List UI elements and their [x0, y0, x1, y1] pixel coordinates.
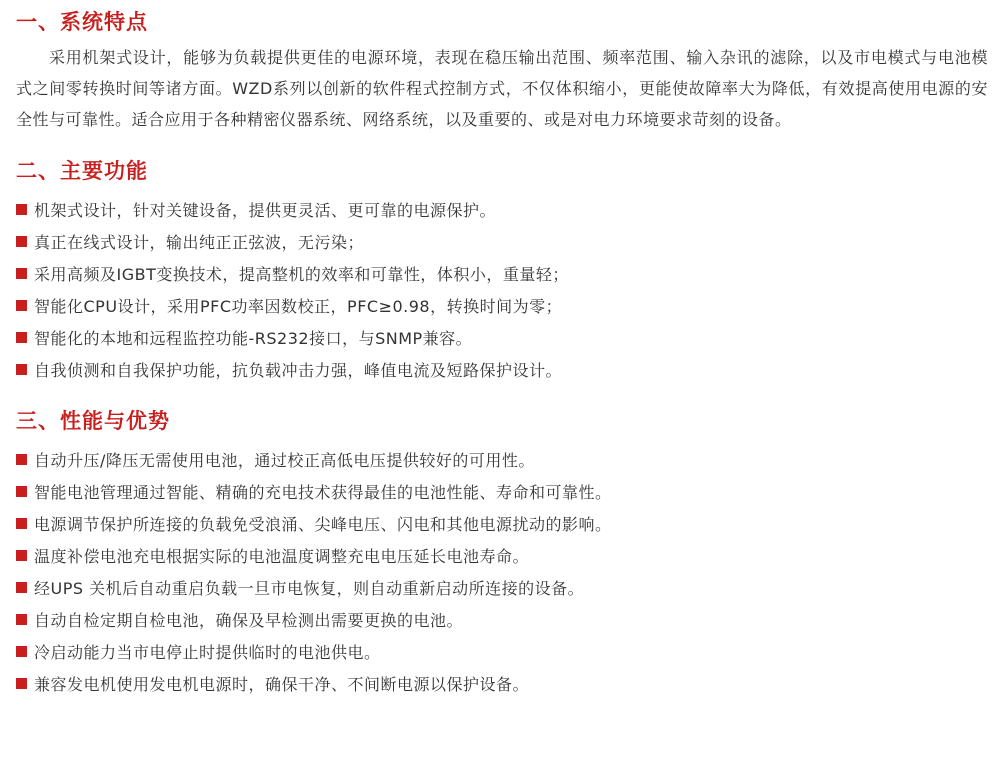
- list-item-text: 智能化的本地和远程监控功能-RS232接口，与SNMP兼容。: [34, 328, 473, 348]
- list-item-text: 电源调节保护所连接的负载免受浪涌、尖峰电压、闪电和其他电源扰动的影响。: [34, 514, 612, 534]
- red-square-bullet-icon: [16, 614, 27, 625]
- list-item-text: 兼容发电机使用发电机电源时，确保干净、不间断电源以保护设备。: [34, 674, 530, 694]
- section-title-system-features: 一、系统特点: [16, 10, 148, 34]
- list-item: [16, 571, 988, 603]
- section-title-performance-advantages: 三、性能与优势: [16, 409, 170, 433]
- list-item-text: 冷启动能力当市电停止时提供临时的电池供电。: [34, 642, 381, 662]
- list-item: [16, 193, 988, 225]
- system-features-paragraph: 采用机架式设计，能够为负载提供更佳的电源环境，表现在稳压输出范围、频率范围、输入杂讯的滤除，以及市电模式与电池模式之间零转换时间等诸方面。WZD系列以创新的软件程式控制方式，不仅体积缩小，更能使故障率大为降低，有效提高使用电源的安全性与可靠性。适合应用于各种精密仪器系统、网络系统，以及重要的、或是对电力环境要求苛刻的设备。: [16, 48, 988, 129]
- list-item-text: 智能化CPU设计，采用PFC功率因数校正，PFC≥0.98，转换时间为零；: [34, 296, 563, 316]
- performance-advantages-list: [16, 443, 988, 699]
- red-square-bullet-icon: [16, 518, 27, 529]
- red-square-bullet-icon: [16, 486, 27, 497]
- list-item-text: 自动自检定期自检电池，确保及早检测出需要更换的电池。: [34, 610, 464, 630]
- red-square-bullet-icon: [16, 454, 27, 465]
- list-item-text: 自动升压/降压无需使用电池，通过校正高低电压提供较好的可用性。: [34, 450, 535, 470]
- section-title-main-functions: 二、主要功能: [16, 159, 148, 183]
- list-item: [16, 225, 988, 257]
- list-item: [16, 507, 988, 539]
- list-item-text: 温度补偿电池充电根据实际的电池温度调整充电电压延长电池寿命。: [34, 546, 530, 566]
- list-item: [16, 257, 988, 289]
- main-functions-list: [16, 193, 988, 385]
- red-square-bullet-icon: [16, 678, 27, 689]
- red-square-bullet-icon: [16, 364, 27, 375]
- list-item-text: 采用高频及IGBT变换技术，提高整机的效率和可靠性，体积小，重量轻；: [34, 264, 569, 284]
- red-square-bullet-icon: [16, 268, 27, 279]
- list-item-text: 智能电池管理通过智能、精确的充电技术获得最佳的电池性能、寿命和可靠性。: [34, 482, 612, 502]
- list-item: [16, 635, 988, 667]
- list-item-text: 机架式设计，针对关键设备，提供更灵活、更可靠的电源保护。: [34, 200, 497, 220]
- list-item: [16, 667, 988, 699]
- list-item: [16, 539, 988, 571]
- list-item-text: 经UPS 关机后自动重启负载一旦市电恢复，则自动重新启动所连接的设备。: [34, 578, 585, 598]
- list-item: [16, 603, 988, 635]
- list-item-text: 真正在线式设计，输出纯正正弦波，无污染；: [34, 232, 365, 252]
- red-square-bullet-icon: [16, 646, 27, 657]
- list-item: [16, 321, 988, 353]
- red-square-bullet-icon: [16, 204, 27, 215]
- list-item-text: 自我侦测和自我保护功能，抗负载冲击力强，峰值电流及短路保护设计。: [34, 360, 563, 380]
- list-item: [16, 289, 988, 321]
- list-item: [16, 475, 988, 507]
- red-square-bullet-icon: [16, 332, 27, 343]
- document-page: [16, 0, 988, 699]
- red-square-bullet-icon: [16, 550, 27, 561]
- red-square-bullet-icon: [16, 582, 27, 593]
- red-square-bullet-icon: [16, 300, 27, 311]
- list-item: [16, 443, 988, 475]
- list-item: [16, 353, 988, 385]
- red-square-bullet-icon: [16, 236, 27, 247]
